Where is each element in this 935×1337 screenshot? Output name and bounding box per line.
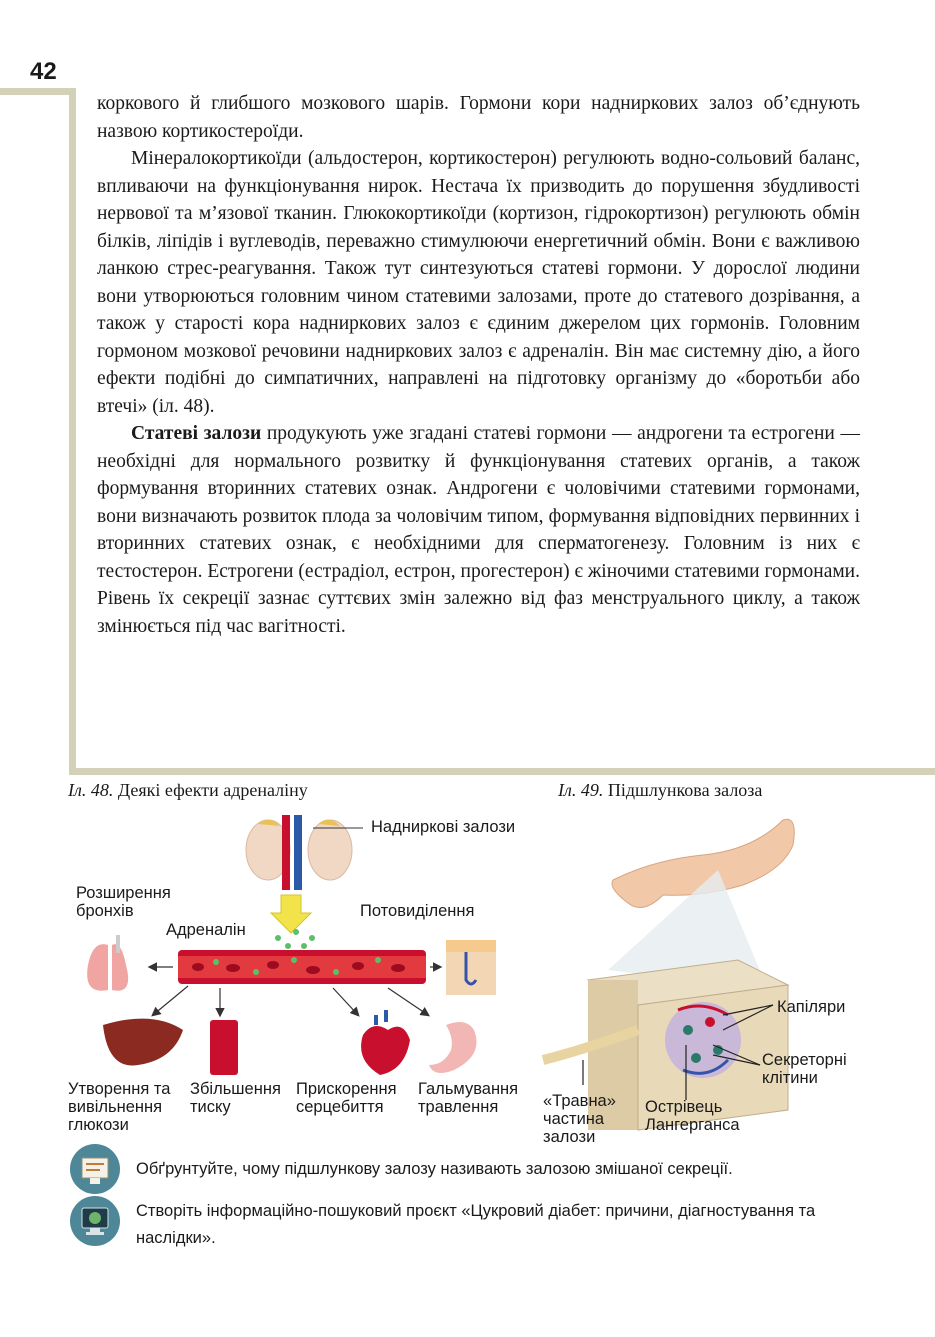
task-1: Обґрунтуйте, чому підшлункову залозу називають залозою змішаної секреції.: [136, 1160, 733, 1178]
label-capillaries: Капіляри: [777, 998, 846, 1016]
main-text: [97, 90, 860, 640]
lungs-icon: [87, 935, 128, 991]
task-2: Створіть інформаційно-пошуковий проєкт «Цукровий діабет: причини, діагностування та наслідки».: [136, 1202, 816, 1247]
label-islet-langerhans: Острівець Лангерганса: [645, 1098, 740, 1134]
figure-49-caption: [558, 780, 762, 801]
label-adrenaline: Адреналін: [166, 921, 246, 939]
figure-49-number: Іл. 49.: [558, 780, 604, 800]
vessel-segment-icon: [210, 1020, 238, 1075]
paragraph-2: Мінералокортикоїди (альдостерон, кортикостерон) регулюють водно-сольовий баланс, впливаючи на функціонування нирок. Нестача їх призводить до порушення збудливості нервової та м’язової тканин. Глюкокортикоїди (кортизон, гідрокортизон) регулюють обмін білків, ліпідів і вуглеводів, переважно стимулюючи енергетичний обмін. Вони є важливою ланкою стрес-реагування. Також тут синтезуються статеві гормони. У дорослої людини вони утворюються головним чином статевими залозами, проте до статевого дозрівання, а також у старості кора надниркових залоз є єдиним джерелом цих гормонів. Головним гормоном мозкової речовини надниркових залоз є адреналін. Він має системну дію, а його ефекти подібні до симпатичних, направлені на підготовку організму до «боротьби або втечі» (іл. 48).: [97, 148, 860, 417]
figure-49-title: Підшлункова залоза: [603, 780, 763, 800]
frame-bottom-bar: [69, 768, 935, 775]
adrenaline-molecules-icon: [275, 929, 315, 949]
skin-icon: [446, 940, 496, 995]
frame-top-bar: [0, 88, 76, 95]
label-adrenal-glands: Надниркові залози: [371, 818, 516, 836]
discussion-task-icon: [70, 1144, 120, 1194]
kidneys-icon: [246, 815, 352, 890]
paragraph-3: [97, 420, 860, 640]
figure-48-number: Іл. 48.: [68, 780, 114, 800]
stomach-icon: [429, 1022, 477, 1073]
paragraph-1: коркового й глибшого мозкового шарів. Гормони кори надниркових залоз об’єднують назвою кортикостероїди.: [97, 93, 860, 142]
label-heartbeat: Прискорення серцебиття: [296, 1080, 397, 1116]
label-pressure: Збільшення тиску: [190, 1080, 281, 1116]
label-bronchi: Розширення бронхів: [76, 884, 171, 920]
label-sweating: Потовиділення: [360, 902, 475, 920]
figure-48-title: Деякі ефекти адреналіну: [113, 780, 308, 800]
paragraph-3-text: продукують уже згадані статеві гормони — андрогени та естрогени — необхідні для нормального розвитку й функціонування статевих органів, а також формування вторинних статевих ознак. Андрогени є чоловічими статевими гормонами, вони визначають розвиток плода за чоловічим типом, формування відповідних первинних і вторинних статевих ознак, є необхідними для сперматогенезу. Головним із них є тестостерон. Естрогени (естрадіол, естрон, прогестерон) є жіночими статевими гормонами. Рівень їх секреції зазнає суттєвих змін залежно від фаз менструального циклу, а також змінюється під час вагітності.: [97, 423, 860, 637]
project-task-icon: [70, 1196, 120, 1246]
heart-icon: [361, 1010, 410, 1075]
figure-48-caption: [68, 780, 308, 801]
label-digestion: Гальмування травлення: [418, 1080, 519, 1116]
arrow-down-icon: [271, 895, 311, 933]
page-number: 42: [30, 58, 57, 85]
pancreas-illustration: [538, 810, 868, 1140]
frame-left-bar: [69, 88, 76, 775]
label-glucose: Утворення та вивільнення глюкози: [68, 1080, 171, 1134]
blood-vessel-icon: [178, 950, 426, 984]
label-secretory-cells: Секреторні клітини: [762, 1051, 847, 1087]
label-digestive-part: «Травна» частина залози: [543, 1092, 616, 1146]
term-sex-glands: Статеві залози: [131, 423, 262, 444]
liver-icon: [103, 1019, 183, 1066]
